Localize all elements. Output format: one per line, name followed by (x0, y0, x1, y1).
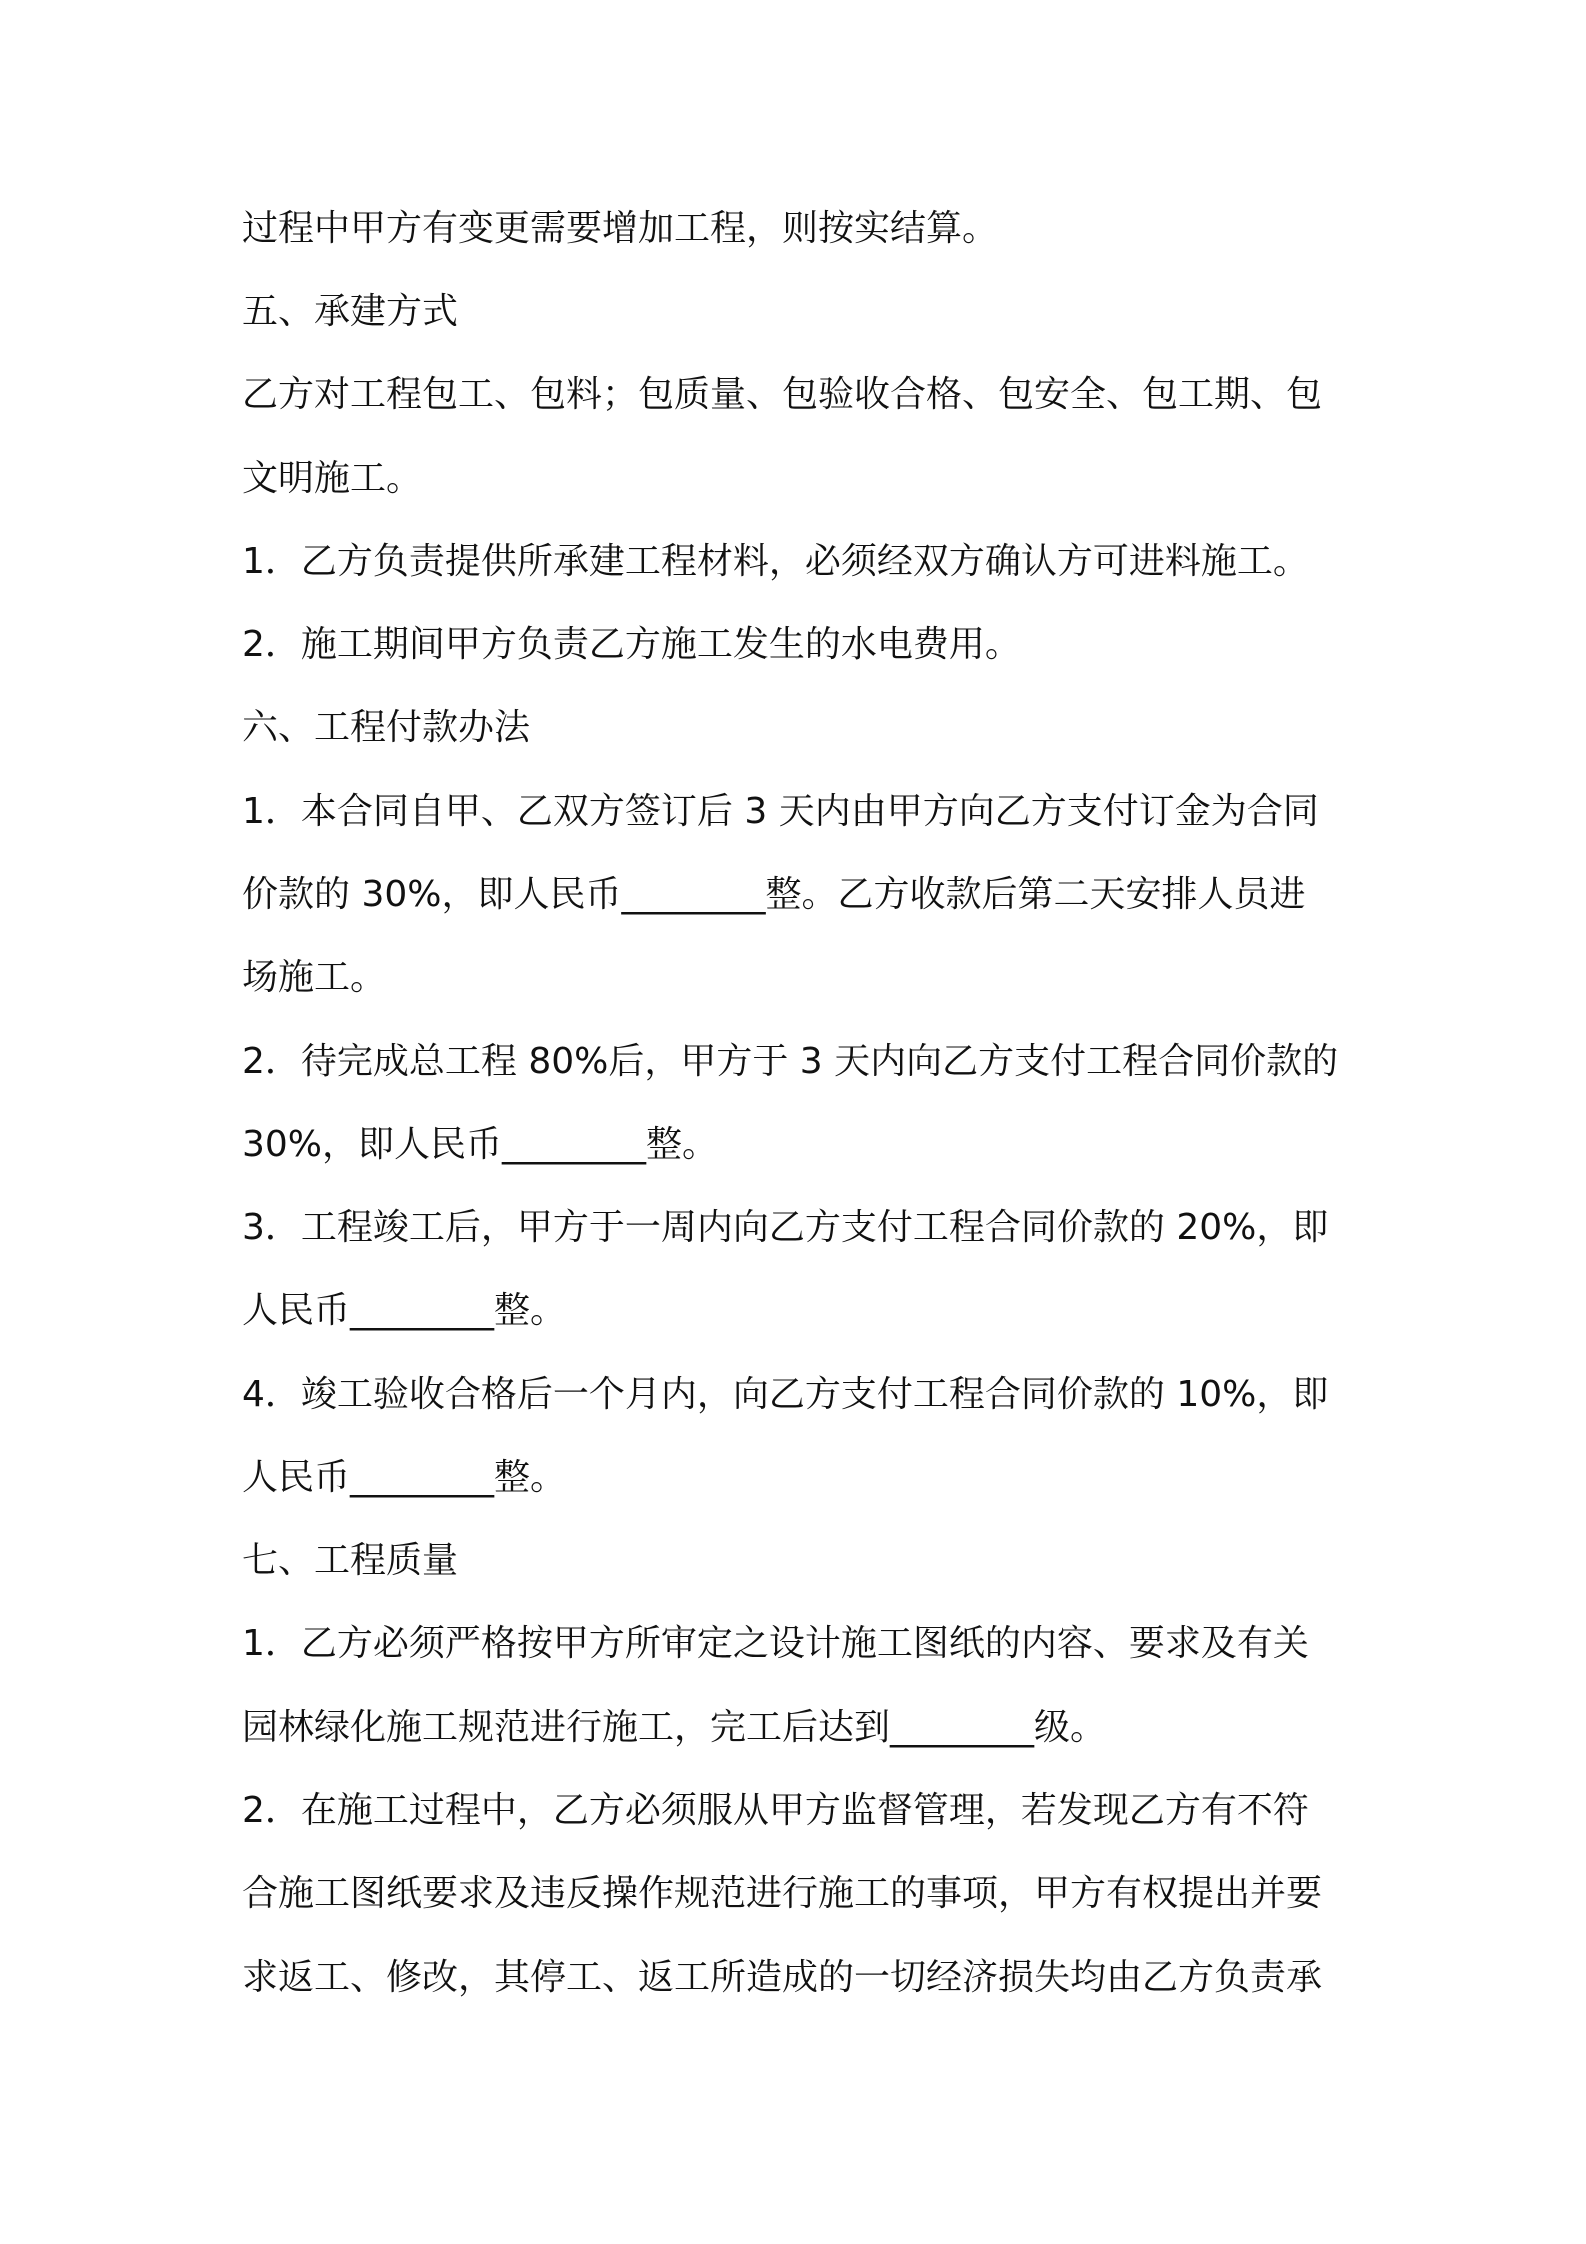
text-line: 4．竣工验收合格后一个月内，向乙方支付工程合同价款的 10%，即 (242, 1374, 1329, 1415)
text-line: 园林绿化施工规范进行施工，完工后达到________级。 (242, 1707, 1107, 1748)
text-line: 乙方对工程包工、包料；包质量、包验收合格、包安全、包工期、包 (242, 374, 1323, 415)
text-line: 价款的 30%，即人民币________整。乙方收款后第二天安排人员进 (242, 874, 1306, 915)
text-line: 1．本合同自甲、乙双方签订后 3 天内由甲方向乙方支付订金为合同 (242, 791, 1319, 832)
text-line: 场施工。 (242, 957, 387, 998)
section-heading-5: 五、承建方式 (242, 291, 459, 332)
section-heading-6: 六、工程付款办法 (242, 707, 531, 748)
text-line: 文明施工。 (242, 458, 423, 499)
text-line: 人民币________整。 (242, 1457, 567, 1498)
text-line: 2．施工期间甲方负责乙方施工发生的水电费用。 (242, 624, 1021, 665)
text-line: 1．乙方必须严格按甲方所审定之设计施工图纸的内容、要求及有关 (242, 1623, 1309, 1664)
text-line: 2．在施工过程中，乙方必须服从甲方监督管理，若发现乙方有不符 (242, 1790, 1309, 1831)
text-line: 求返工、修改，其停工、返工所造成的一切经济损失均由乙方负责承 (242, 1957, 1323, 1998)
text-line: 人民币________整。 (242, 1290, 567, 1331)
section-heading-7: 七、工程质量 (242, 1540, 459, 1581)
text-line: 3．工程竣工后，甲方于一周内向乙方支付工程合同价款的 20%，即 (242, 1207, 1329, 1248)
text-line: 2．待完成总工程 80%后，甲方于 3 天内向乙方支付工程合同价款的 (242, 1041, 1339, 1082)
text-line: 过程中甲方有变更需要增加工程，则按实结算。 (242, 208, 999, 249)
text-line: 合施工图纸要求及违反操作规范进行施工的事项，甲方有权提出并要 (242, 1873, 1323, 1914)
text-line: 1．乙方负责提供所承建工程材料，必须经双方确认方可进料施工。 (242, 541, 1309, 582)
text-line: 30%，即人民币________整。 (242, 1124, 719, 1165)
